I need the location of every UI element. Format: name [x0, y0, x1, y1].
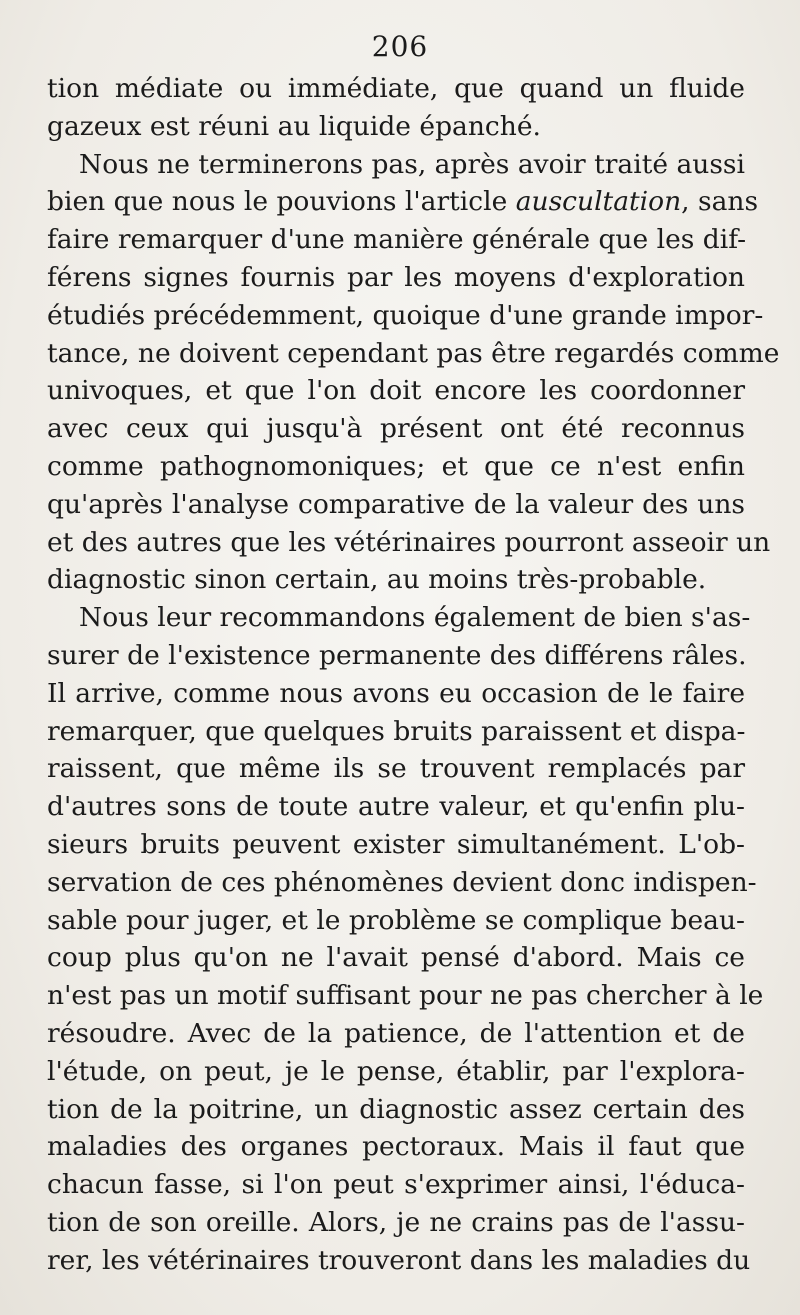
text-line: comme pathognomoniques; et que ce n'est enfin [47, 450, 745, 482]
text-line: univoques, et que l'on doit encore les coordonner [47, 375, 745, 407]
text-line: surer de l'existence permanente des différens râles. [47, 639, 747, 671]
text-line: étudiés précédemment, quoique d'une grande impor- [47, 299, 764, 331]
text-line [47, 183, 759, 221]
text-line: raissent, que même ils se trouvent remplacés par [47, 753, 745, 785]
page-number: 206 [371, 30, 429, 63]
text-line: tion de son oreille. Alors, je ne crains pas de l'assu- [47, 1206, 745, 1238]
text-line: d'autres sons de toute autre valeur, et qu'enfin plu- [47, 791, 745, 823]
text-segment: , sans [681, 186, 759, 218]
text-line: férens signes fournis par les moyens d'exploration [47, 261, 745, 293]
text-line: sieurs bruits peuvent exister simultanément. L'ob- [47, 828, 745, 860]
text-line: maladies des organes pectoraux. Mais il faut que [47, 1131, 745, 1163]
text-line: Il arrive, comme nous avons eu occasion de le faire [47, 677, 745, 709]
text-line: et des autres que les vétérinaires pourront asseoir un [47, 526, 771, 558]
text-line: n'est pas un motif suffisant pour ne pas chercher à le [47, 980, 764, 1012]
text-line: tance, ne doivent cependant pas être regardés comme [47, 337, 780, 369]
text-line: chacun fasse, si l'on peut s'exprimer ainsi, l'éduca- [47, 1169, 745, 1201]
text-line: Nous leur recommandons également de bien s'as- [79, 602, 751, 634]
text-line: remarquer, que quelques bruits paraissent et dispa- [47, 715, 746, 747]
text-line: servation de ces phénomènes devient donc indispen- [47, 866, 757, 898]
text-segment: bien que nous le pouvions l'article [47, 186, 516, 218]
text-line: faire remarquer d'une manière générale que les dif- [47, 224, 747, 256]
italic-term: auscultation [515, 186, 682, 218]
text-line: l'étude, on peut, je le pense, établir, par l'explora- [47, 1055, 745, 1087]
text-line: rer, les vétérinaires trouveront dans les maladies du [47, 1244, 751, 1276]
text-line: avec ceux qui jusqu'à présent ont été reconnus [47, 413, 745, 445]
text-line: tion médiate ou immédiate, que quand un fluide [47, 73, 745, 104]
text-line: gazeux est réuni au liquide épanché. [47, 110, 541, 142]
text-line: Nous ne terminerons pas, après avoir traité aussi [79, 148, 745, 180]
text-line: résoudre. Avec de la patience, de l'attention et de [47, 1017, 745, 1049]
text-line: coup plus qu'on ne l'avait pensé d'abord. Mais ce [47, 942, 745, 974]
text-line: sable pour juger, et le problème se complique beau- [47, 904, 745, 936]
body-text [47, 70, 780, 1280]
text-line: tion de la poitrine, un diagnostic assez certain des [47, 1093, 745, 1125]
text-line: diagnostic sinon certain, au moins très-probable. [47, 564, 707, 596]
text-line: qu'après l'analyse comparative de la valeur des uns [47, 488, 745, 520]
